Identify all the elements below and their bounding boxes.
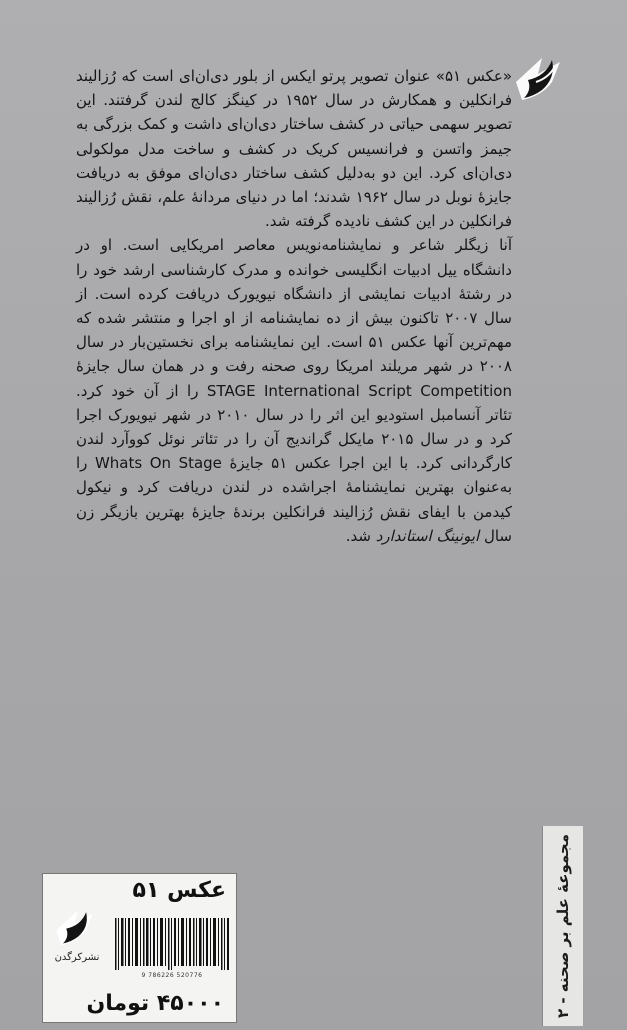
synopsis-text [76, 64, 512, 548]
rhino-horn-logo-icon [512, 52, 570, 104]
sticker-title: عکس ۵۱ [132, 878, 226, 903]
paragraph-about-author [76, 233, 512, 548]
barcode [113, 918, 231, 970]
publisher-logo-icon [53, 904, 101, 950]
price-label: ۴۵۰۰۰ تومان [86, 991, 224, 1016]
series-label: مجموعهٔ علم بر صحنه - ۲ [554, 834, 572, 1019]
publisher-name: نشرکرگدن [54, 952, 100, 963]
barcode-number: 9 786226 520776 [141, 972, 203, 979]
price-sticker [42, 873, 237, 1023]
paragraph2-italic: ایونینگ استاندارد [375, 526, 480, 545]
series-strip [542, 826, 583, 1026]
paragraph2-end: شد. [345, 526, 376, 545]
paragraph-about-photo51: «عکس ۵۱» عنوان تصویر پرتو ایکس از بلور دی‌ان‌ای است که رُزالیند فرانکلین و همکارش در سال ۱۹۵۲ در کینگز کالج لندن گرفتند. این تصویر سهمی حیاتی در کشف ساختار دی‌ان‌ای داشت و کمک بزرگی به جیمز واتسن و فرانسیس کریک در کشف و ساخت مدل مولکولی دی‌ان‌ای کرد. این دو به‌دلیل کشف ساختار دی‌ان‌ای موفق به دریافت جایزهٔ نوبل در سال ۱۹۶۲ شدند؛ اما در دنیای مردانهٔ علم، نقش رُزالیند فرانکلین در این کشف نادیده گرفته شد. [76, 67, 512, 231]
paragraph2-text: آنا زیگلر شاعر و نمایشنامه‌نویس معاصر امریکایی است. او در دانشگاه ییل ادبیات انگلیسی خوانده و مدرک کارشناسی ارشد خود را در رشتهٔ ادبیات نمایشی از دانشگاه نیویورک دریافت کرده است. از سال ۲۰۰۷ تاکنون بیش از ده نمایشنامه از او اجرا و منتشر شده که مهم‌ترین آنها عکس ۵۱ است. این نمایشنامه برای نخستین‌بار در سال ۲۰۰۸ در شهر مریلند امریکا روی صحنه رفت و در همان سال جایزهٔ STAGE International Script Competition را از آن خود کرد. تئاتر آنسامبل استودیو این اثر را در سال ۲۰۱۰ در شهر نیویورک اجرا کرد و در سال ۲۰۱۵ مایکل گراندیج آن را در تئاتر نوئل کوو‌آرد لندن کارگردانی کرد. با این اجرا عکس ۵۱ جایزهٔ Whats On Stage را به‌عنوان بهترین نمایشنامهٔ اجراشده در لندن دریافت کرد و نیکول کیدمن با ایفای نقش رُزالیند فرانکلین برندهٔ جایزهٔ بهترین بازیگر زن سال [76, 236, 513, 545]
